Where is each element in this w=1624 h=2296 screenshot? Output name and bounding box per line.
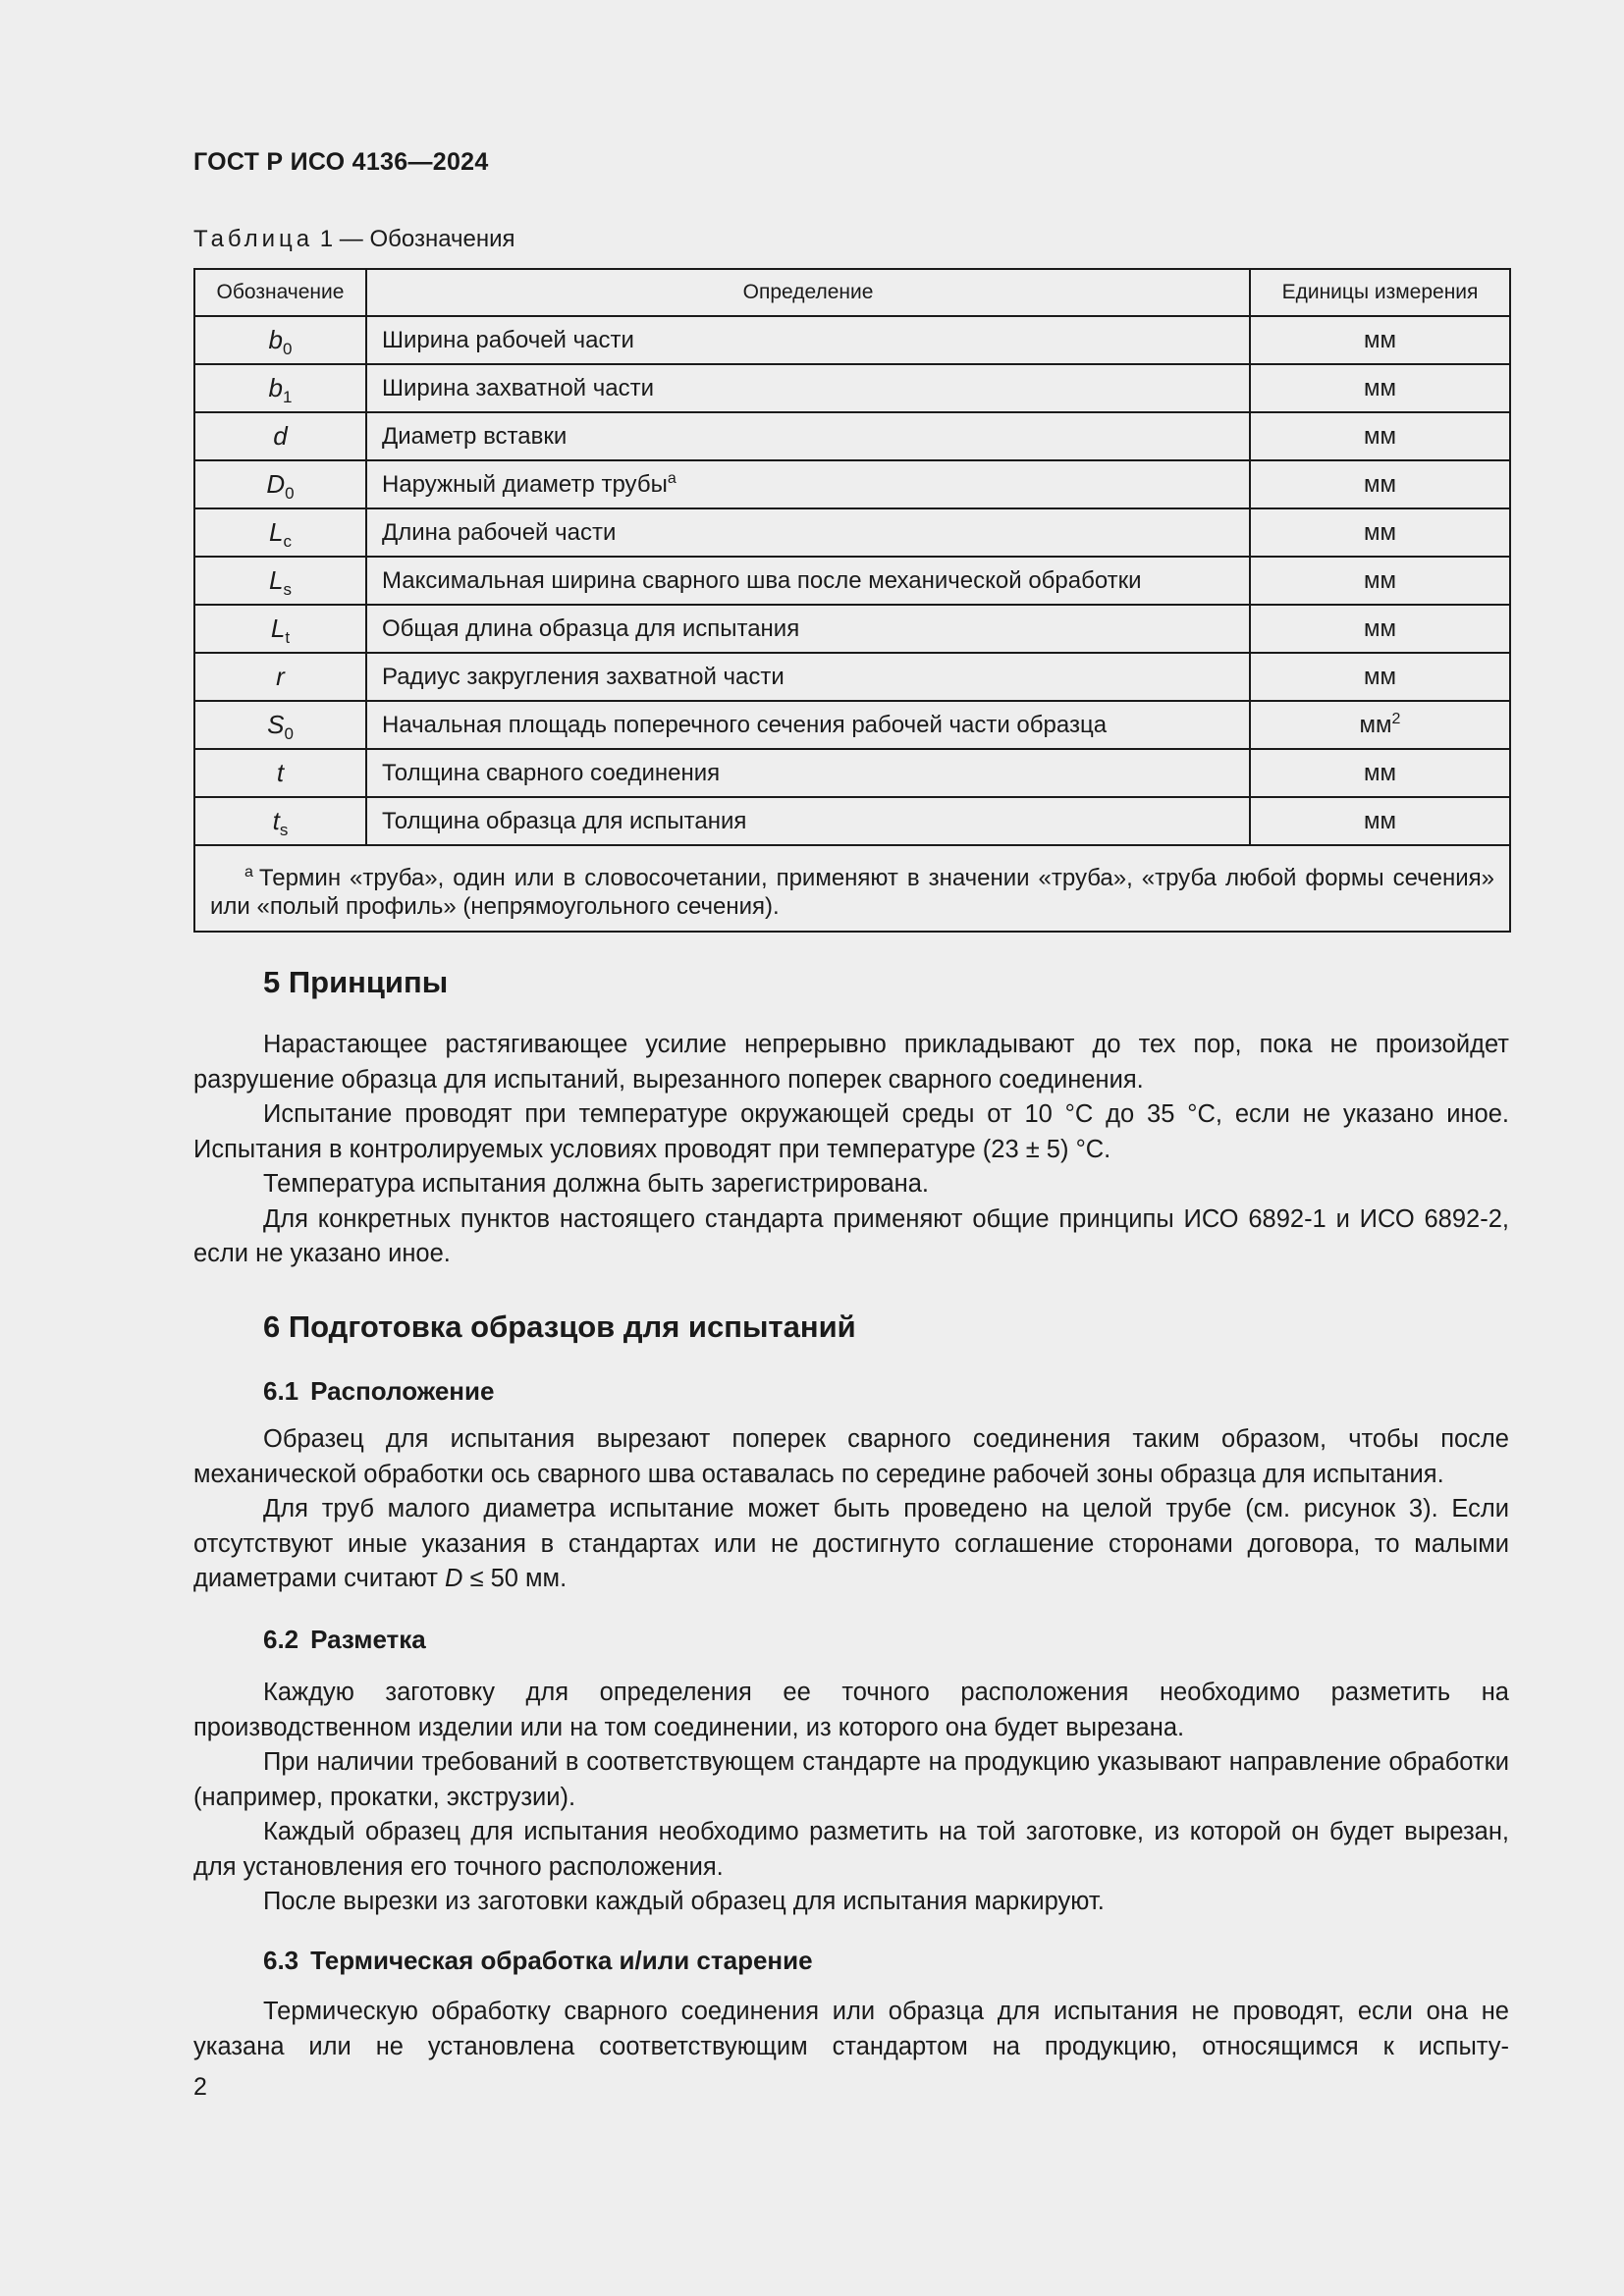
symbol-cell — [194, 364, 366, 412]
paragraph: Нарастающее растягивающее усилие непрерывно прикладывают до тех пор, пока не произойдет разрушение образца для испытаний, вырезанного поперек сварного соединения. — [193, 1031, 1509, 1094]
subsection-6-1-heading — [263, 1376, 494, 1407]
unit-cell — [1250, 508, 1510, 557]
table-row — [194, 412, 1510, 460]
unit-cell — [1250, 749, 1510, 797]
unit-cell — [1250, 460, 1510, 508]
unit-text: мм — [1364, 663, 1396, 690]
subsection-6-3-body — [193, 1995, 1509, 2064]
paragraph: Термическую обработку сварного соединения или образца для испытания не проводят, если она не указана или не установлена соответствующим стандартом на продукцию, относящимся к испыту- — [193, 1998, 1509, 2060]
symbol-letter: b — [268, 325, 283, 354]
table-caption-title: 1 — Обозначения — [313, 226, 515, 252]
unit-exponent: 2 — [1391, 710, 1401, 727]
unit-cell — [1250, 557, 1510, 605]
paragraph: Испытание проводят при температуре окружающей среды от 10 °С до 35 °С, если не указано иное. Испытания в контролируемых условиях проводят при температуре (23 ± 5) °С. — [193, 1100, 1509, 1163]
paragraph-text: Для труб малого диаметра испытание может быть проведено на целой трубе (см. рисунок 3). Если отсутствуют иные указания в стандартах или не достигнуто соглашение сторонами договора, то малыми диаметрами считают — [193, 1495, 1509, 1592]
symbol-cell — [194, 557, 366, 605]
symbol-subscript: t — [285, 628, 291, 647]
subsection-6-2-heading — [263, 1625, 426, 1655]
unit-cell — [1250, 701, 1510, 749]
page-header: ГОСТ Р ИСО 4136—2024 — [193, 148, 489, 176]
subsection-number: 6.1 — [263, 1376, 299, 1406]
unit-text: мм — [1364, 422, 1396, 450]
table-footnote — [194, 845, 1510, 932]
definition-cell — [366, 364, 1250, 412]
symbol-cell — [194, 605, 366, 653]
definition-cell — [366, 460, 1250, 508]
unit-text: мм — [1364, 614, 1396, 642]
symbol-subscript: 0 — [285, 484, 295, 503]
definition-text: Длина рабочей части — [382, 518, 617, 546]
unit-cell — [1250, 797, 1510, 845]
paragraph: Температура испытания должна быть зарегистрирована. — [263, 1170, 930, 1198]
symbol-cell — [194, 797, 366, 845]
footnote-mark: a — [244, 864, 253, 881]
subsection-title: Разметка — [310, 1625, 426, 1654]
definition-cell — [366, 508, 1250, 557]
unit-cell — [1250, 412, 1510, 460]
unit-text: мм — [1364, 518, 1396, 546]
definition-text: Общая длина образца для испытания — [382, 614, 800, 642]
table-row — [194, 653, 1510, 701]
symbol-cell — [194, 653, 366, 701]
symbol-subscript: s — [279, 821, 289, 839]
symbol-letter: L — [269, 565, 284, 595]
definition-text: Радиус закругления захватной части — [382, 663, 785, 690]
paragraph: Каждую заготовку для определения ее точного расположения необходимо разметить на производственном изделии или на том соединении, из которого она будет вырезана. — [193, 1679, 1509, 1741]
symbol-cell — [194, 460, 366, 508]
symbol-letter: b — [268, 373, 283, 402]
definition-cell — [366, 749, 1250, 797]
column-header-symbol: Обозначение — [194, 269, 366, 316]
unit-cell — [1250, 653, 1510, 701]
paragraph: При наличии требований в соответствующем стандарте на продукцию указывают направление обработки (например, прокатки, экструзии). — [193, 1748, 1509, 1811]
unit-text: мм — [1364, 807, 1396, 834]
definition-text: Ширина рабочей части — [382, 326, 634, 353]
table-row — [194, 797, 1510, 845]
definition-cell — [366, 557, 1250, 605]
table-row — [194, 701, 1510, 749]
definition-cell — [366, 701, 1250, 749]
section-6-heading: 6 Подготовка образцов для испытаний — [263, 1309, 856, 1344]
section-5-body — [193, 1028, 1509, 1272]
table-row — [194, 460, 1510, 508]
symbol-subscript: 1 — [283, 388, 293, 406]
definition-cell — [366, 605, 1250, 653]
symbol-cell — [194, 412, 366, 460]
table-row — [194, 749, 1510, 797]
symbol-letter: t — [272, 806, 280, 835]
symbol-subscript: 0 — [283, 340, 293, 358]
table-header-row — [194, 269, 1510, 316]
table-row — [194, 508, 1510, 557]
definition-text: Наружный диаметр трубы — [382, 470, 668, 498]
table-caption-word: Таблица — [193, 226, 314, 252]
paragraph-text: ≤ 50 мм. — [462, 1565, 568, 1592]
definition-text: Ширина захватной части — [382, 374, 654, 401]
definition-cell — [366, 412, 1250, 460]
paragraph: После вырезки из заготовки каждый образец для испытания маркируют. — [263, 1888, 1105, 1915]
table-footnote-row — [194, 845, 1510, 932]
unit-cell — [1250, 605, 1510, 653]
symbol-letter: L — [269, 517, 284, 547]
symbol-letter: L — [270, 614, 286, 643]
symbol-letter: r — [276, 662, 285, 691]
symbol-letter: d — [273, 421, 288, 451]
unit-text: мм — [1364, 759, 1396, 786]
unit-text: мм — [1364, 374, 1396, 401]
symbol-cell — [194, 701, 366, 749]
definition-text: Максимальная ширина сварного шва после механической обработки — [382, 566, 1142, 594]
subsection-6-2-body — [193, 1676, 1509, 1920]
subsection-title: Расположение — [310, 1376, 495, 1406]
unit-text: мм — [1364, 326, 1396, 353]
column-header-units: Единицы измерения — [1250, 269, 1510, 316]
symbol-letter: t — [276, 758, 285, 787]
definition-cell — [366, 316, 1250, 364]
paragraph: Каждый образец для испытания необходимо разметить на той заготовке, из которой он будет вырезан, для установления его точного расположения. — [193, 1818, 1509, 1881]
definition-text: Толщина образца для испытания — [382, 807, 747, 834]
unit-cell — [1250, 316, 1510, 364]
definition-text: Толщина сварного соединения — [382, 759, 721, 786]
footnote-reference: a — [667, 469, 677, 487]
paragraph: Образец для испытания вырезают поперек сварного соединения таким образом, чтобы после механической обработки ось сварного шва оставалась по середине рабочей зоны образца для испытания. — [193, 1425, 1509, 1488]
paragraph — [193, 1492, 1509, 1597]
subsection-number: 6.2 — [263, 1625, 299, 1654]
unit-text: мм — [1359, 711, 1392, 738]
definition-text: Начальная площадь поперечного сечения рабочей части образца — [382, 711, 1108, 738]
symbol-cell — [194, 749, 366, 797]
paragraph: Для конкретных пунктов настоящего стандарта применяют общие принципы ИСО 6892-1 и ИСО 6892-2, если не указано иное. — [193, 1204, 1509, 1267]
definition-cell — [366, 797, 1250, 845]
footnote-text: Термин «труба», один или в словосочетании, применяют в значении «труба», «труба любой формы сечения» или «полый профиль» (непрямоугольного сечения). — [210, 865, 1494, 920]
symbol-cell — [194, 316, 366, 364]
table-row — [194, 364, 1510, 412]
symbol-subscript: s — [283, 580, 292, 599]
definition-text: Диаметр вставки — [382, 422, 568, 450]
definition-cell — [366, 653, 1250, 701]
variable-d: D — [444, 1565, 463, 1592]
table-body — [194, 316, 1510, 845]
symbol-subscript: c — [283, 532, 292, 551]
unit-cell — [1250, 364, 1510, 412]
subsection-6-3-heading — [263, 1946, 813, 1976]
symbol-subscript: 0 — [284, 724, 294, 743]
subsection-title: Термическая обработка и/или старение — [310, 1946, 813, 1975]
symbol-letter: D — [266, 469, 286, 499]
symbol-letter: S — [267, 710, 285, 739]
unit-text: мм — [1364, 470, 1396, 498]
column-header-definition: Определение — [366, 269, 1250, 316]
table-caption — [193, 226, 515, 253]
symbol-cell — [194, 508, 366, 557]
unit-text: мм — [1364, 566, 1396, 594]
symbols-table — [193, 268, 1511, 933]
table-row — [194, 605, 1510, 653]
table-row — [194, 316, 1510, 364]
section-5-heading: 5 Принципы — [263, 965, 449, 999]
table-row — [194, 557, 1510, 605]
page-number: 2 — [193, 2073, 207, 2101]
subsection-6-1-body — [193, 1422, 1509, 1597]
subsection-number: 6.3 — [263, 1946, 299, 1975]
